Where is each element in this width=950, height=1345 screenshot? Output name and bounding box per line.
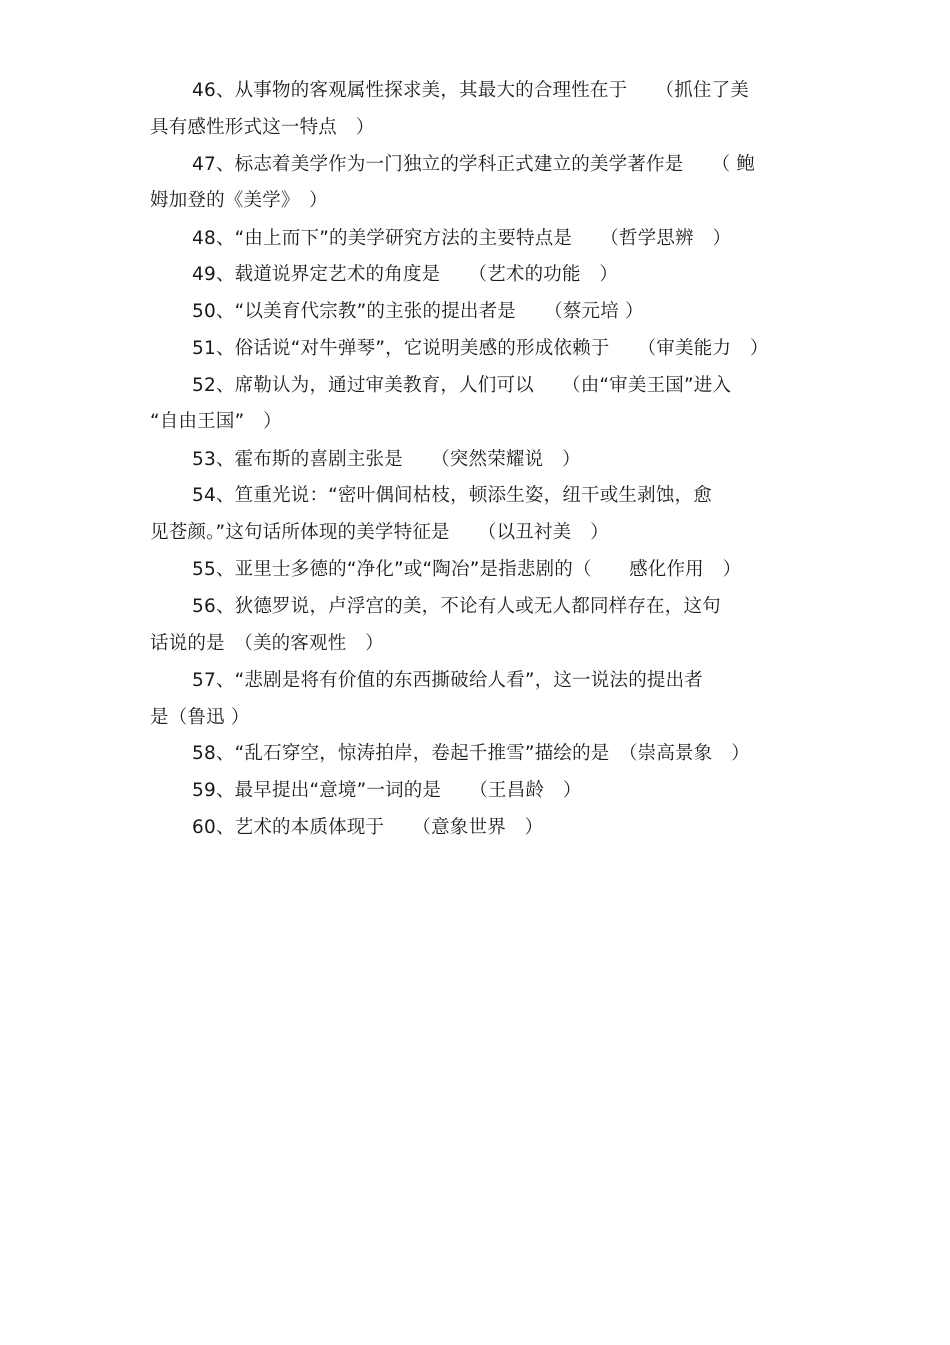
question-47-line-1: 47、标志着美学作为一门独立的学科正式建立的美学著作是 （ 鲍 [192,154,756,175]
question-51: 51、俗话说“对牛弹琴”，它说明美感的形成依赖于 （审美能力 ） [192,338,769,359]
question-60: 60、艺术的本质体现于 （意象世界 ） [192,817,544,838]
question-47-line-2: 姆加登的《美学》 ） [150,190,328,211]
question-53: 53、霍布斯的喜剧主张是 （突然荣耀说 ） [192,449,581,470]
question-54-line-1: 54、笪重光说：“密叶偶间枯枝，顿添生姿，纽干或生剥蚀，愈 [192,485,712,506]
question-46-line-1: 46、从事物的客观属性探求美，其最大的合理性在于 （抓住了美 [192,80,749,101]
question-56-line-2: 话说的是 （美的客观性 ） [150,633,384,654]
question-55: 55、亚里士多德的“净化”或“陶冶”是指悲剧的（ 感化作用 ） [192,559,742,580]
question-46-line-2: 具有感性形式这一特点 ） [150,117,375,138]
question-57-line-2: 是（鲁迅 ） [150,707,250,728]
question-50: 50、“以美育代宗教”的主张的提出者是 （蔡元培 ） [192,301,644,322]
question-57-line-1: 57、“悲剧是将有价值的东西撕破给人看”，这一说法的提出者 [192,670,704,691]
question-49: 49、载道说界定艺术的角度是 （艺术的功能 ） [192,264,619,285]
question-54-line-2: 见苍颜。”这句话所体现的美学特征是 （以丑衬美 ） [150,522,609,543]
question-52-line-2: “自由王国” ） [150,411,282,432]
question-58: 58、“乱石穿空，惊涛拍岸，卷起千推雪”描绘的是 （崇高景象 ） [192,743,750,764]
question-56-line-1: 56、狄德罗说，卢浮宫的美，不论有人或无人都同样存在，这句 [192,596,721,617]
question-52-line-1: 52、席勒认为，通过审美教育，人们可以 （由“审美王国”进入 [192,375,732,396]
question-59: 59、最早提出“意境”一词的是 （王昌龄 ） [192,780,582,801]
question-48: 48、“由上而下”的美学研究方法的主要特点是 （哲学思辨 ） [192,228,732,249]
